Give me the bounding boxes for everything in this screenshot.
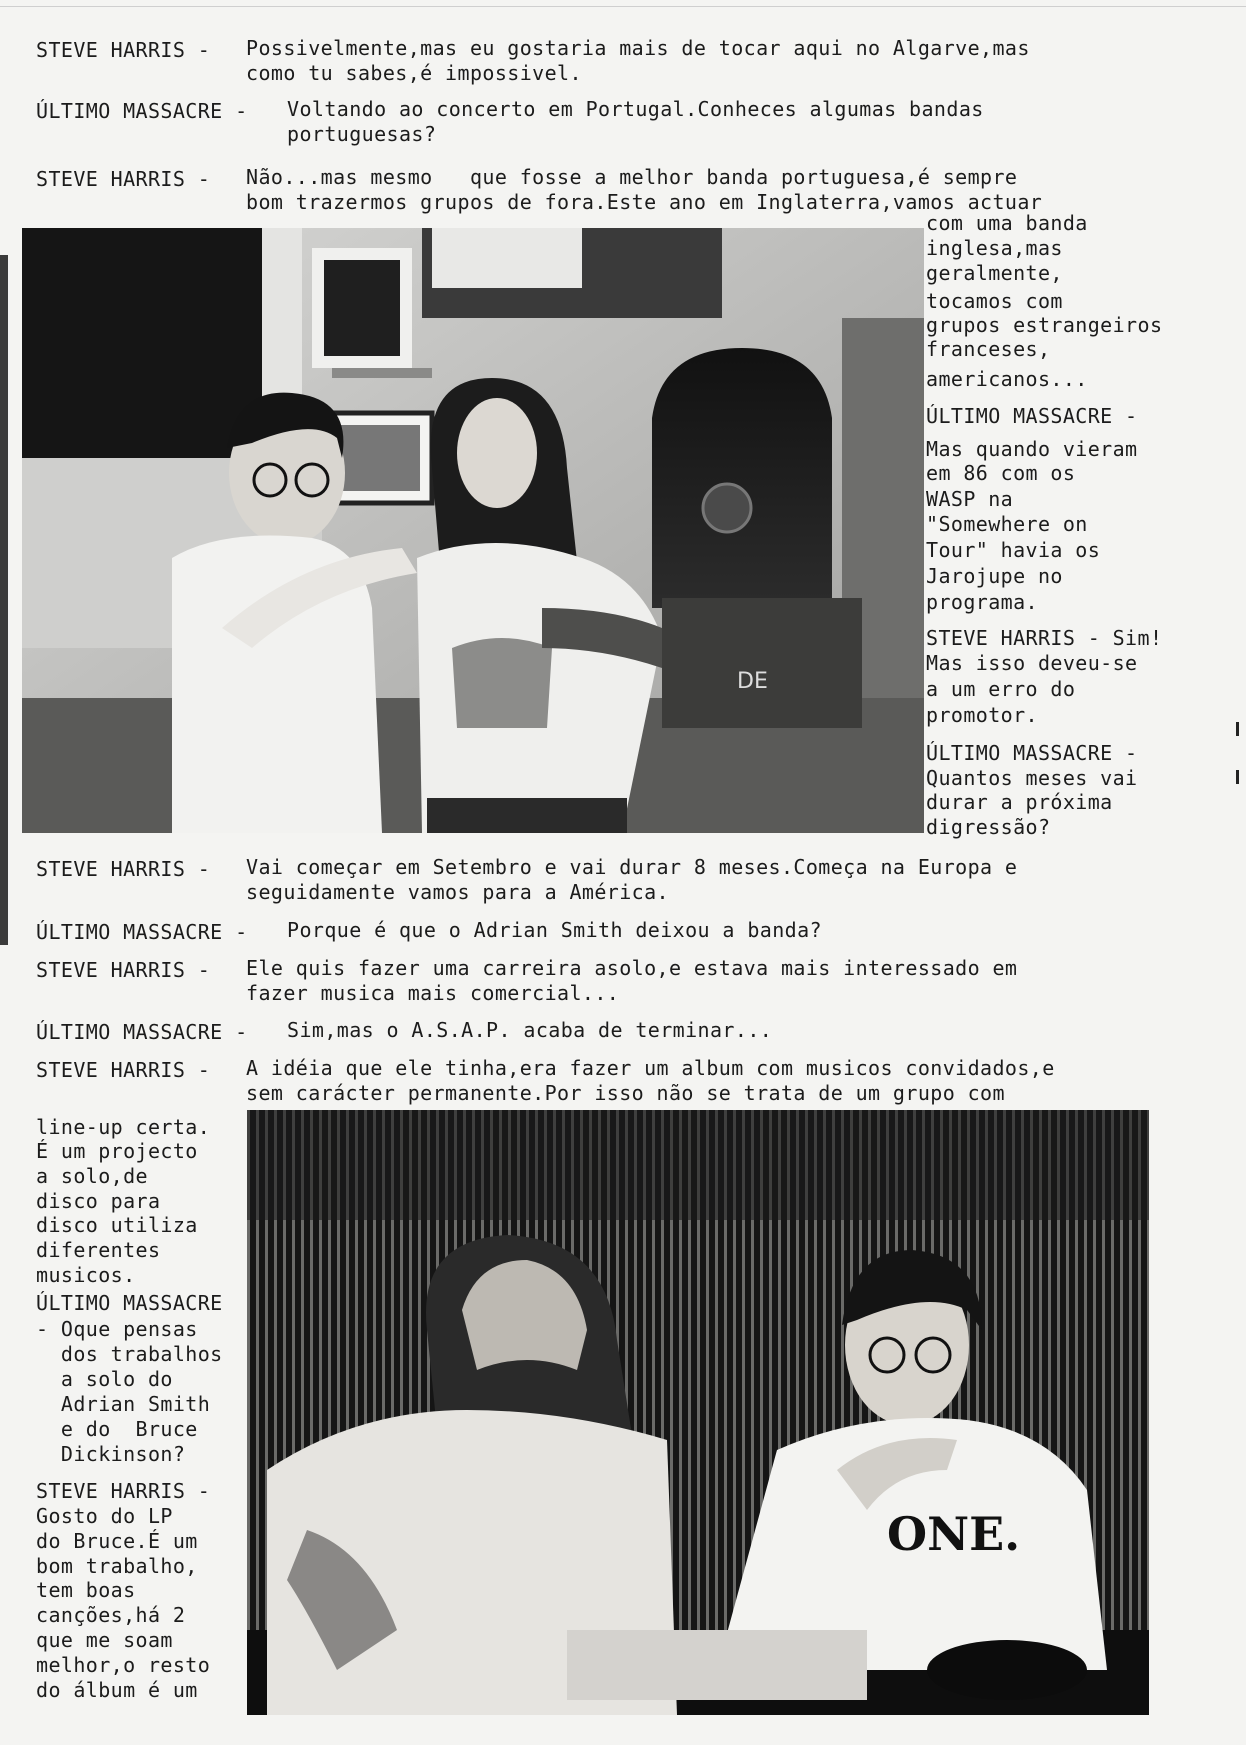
column-line: promotor.: [926, 703, 1038, 727]
interview-line: portuguesas?: [287, 122, 437, 146]
column-speaker: ÚLTIMO MASSACRE: [36, 1291, 223, 1315]
column-line: Gosto do LP: [36, 1504, 173, 1528]
column-line: digressão?: [926, 815, 1051, 839]
column-speaker: STEVE HARRIS - Sim!: [926, 626, 1163, 650]
shirt-text: ONE.: [887, 1507, 1021, 1561]
interview-line: Ele quis fazer uma carreira asolo,e estava mais interessado em: [246, 956, 1018, 980]
column-line: com uma banda: [926, 211, 1088, 235]
column-speaker: ÚLTIMO MASSACRE -: [926, 404, 1138, 428]
column-line: Tour" havia os: [926, 538, 1101, 562]
column-line: Adrian Smith: [36, 1392, 211, 1416]
column-line: que me soam: [36, 1628, 173, 1652]
column-line: tocamos com: [926, 289, 1063, 313]
column-line: Jarojupe no: [926, 564, 1063, 588]
column-line: - Oque pensas: [36, 1317, 198, 1341]
column-line: em 86 com os: [926, 461, 1076, 485]
interview-line: fazer musica mais comercial...: [246, 981, 620, 1005]
column-line: tem boas: [36, 1578, 136, 1602]
edge-mark: [1236, 722, 1239, 736]
left-edge-shadow: [0, 255, 8, 945]
photo-2-illustration: [247, 1110, 1149, 1715]
column-line: programa.: [926, 590, 1038, 614]
column-line: Dickinson?: [36, 1442, 186, 1466]
column-line: durar a próxima: [926, 790, 1113, 814]
photo-1-illustration: [22, 228, 924, 833]
top-edge-line: [0, 6, 1246, 7]
column-speaker: ÚLTIMO MASSACRE -: [926, 741, 1138, 765]
column-line: do álbum é um: [36, 1678, 198, 1702]
column-line: Mas isso deveu-se: [926, 651, 1138, 675]
speaker-label: STEVE HARRIS -: [36, 958, 211, 982]
speaker-label: ÚLTIMO MASSACRE -: [36, 99, 248, 123]
column-line: e do Bruce: [36, 1417, 198, 1441]
column-line: a solo,de: [36, 1164, 148, 1188]
column-line: inglesa,mas: [926, 236, 1063, 260]
interview-line: Voltando ao concerto em Portugal.Conheces algumas bandas: [287, 97, 984, 121]
column-line: diferentes: [36, 1238, 161, 1262]
column-line: WASP na: [926, 487, 1014, 511]
column-speaker: STEVE HARRIS -: [36, 1479, 211, 1503]
column-line: bom trabalho,: [36, 1554, 198, 1578]
column-line: É um projecto: [36, 1139, 198, 1163]
column-line: Mas quando vieram: [926, 437, 1138, 461]
column-line: "Somewhere on: [926, 512, 1088, 536]
speaker-label: STEVE HARRIS -: [36, 857, 211, 881]
interview-line: Não...mas mesmo que fosse a melhor banda portuguesa,é sempre: [246, 165, 1018, 189]
edge-mark: [1236, 770, 1239, 784]
interview-line: Sim,mas o A.S.A.P. acaba de terminar...: [287, 1018, 773, 1042]
interview-line: Possivelmente,mas eu gostaria mais de tocar aqui no Algarve,mas: [246, 36, 1030, 60]
interview-line: bom trazermos grupos de fora.Este ano em Inglaterra,vamos actuar: [246, 190, 1043, 214]
interview-line: como tu sabes,é impossivel.: [246, 61, 582, 85]
column-line: Quantos meses vai: [926, 766, 1138, 790]
column-line: franceses,: [926, 337, 1051, 361]
column-line: line-up certa.: [36, 1115, 211, 1139]
column-line: geralmente,: [926, 261, 1063, 285]
interview-line: Porque é que o Adrian Smith deixou a banda?: [287, 918, 822, 942]
column-line: melhor,o resto: [36, 1653, 211, 1677]
column-line: a solo do: [36, 1367, 173, 1391]
column-line: do Bruce.É um: [36, 1529, 198, 1553]
column-line: disco utiliza: [36, 1213, 198, 1237]
column-line: musicos.: [36, 1263, 136, 1287]
column-line: americanos...: [926, 367, 1088, 391]
column-line: dos trabalhos: [36, 1342, 223, 1366]
shirt-text: DE: [737, 669, 768, 694]
photo-two-men-seated: [247, 1110, 1149, 1715]
interview-line: seguidamente vamos para a América.: [246, 880, 669, 904]
column-line: canções,há 2: [36, 1603, 186, 1627]
speaker-label: ÚLTIMO MASSACRE -: [36, 1020, 248, 1044]
speaker-label: STEVE HARRIS -: [36, 38, 211, 62]
column-line: grupos estrangeiros: [926, 313, 1163, 337]
photo-two-men-toasting: [22, 228, 924, 833]
interview-line: A idéia que ele tinha,era fazer um album com musicos convidados,e: [246, 1056, 1055, 1080]
speaker-label: STEVE HARRIS -: [36, 167, 211, 191]
speaker-label: STEVE HARRIS -: [36, 1058, 211, 1082]
column-line: disco para: [36, 1189, 161, 1213]
interview-line: sem carácter permanente.Por isso não se trata de um grupo com: [246, 1081, 1005, 1105]
column-line: a um erro do: [926, 677, 1076, 701]
interview-line: Vai começar em Setembro e vai durar 8 meses.Começa na Europa e: [246, 855, 1018, 879]
speaker-label: ÚLTIMO MASSACRE -: [36, 920, 248, 944]
